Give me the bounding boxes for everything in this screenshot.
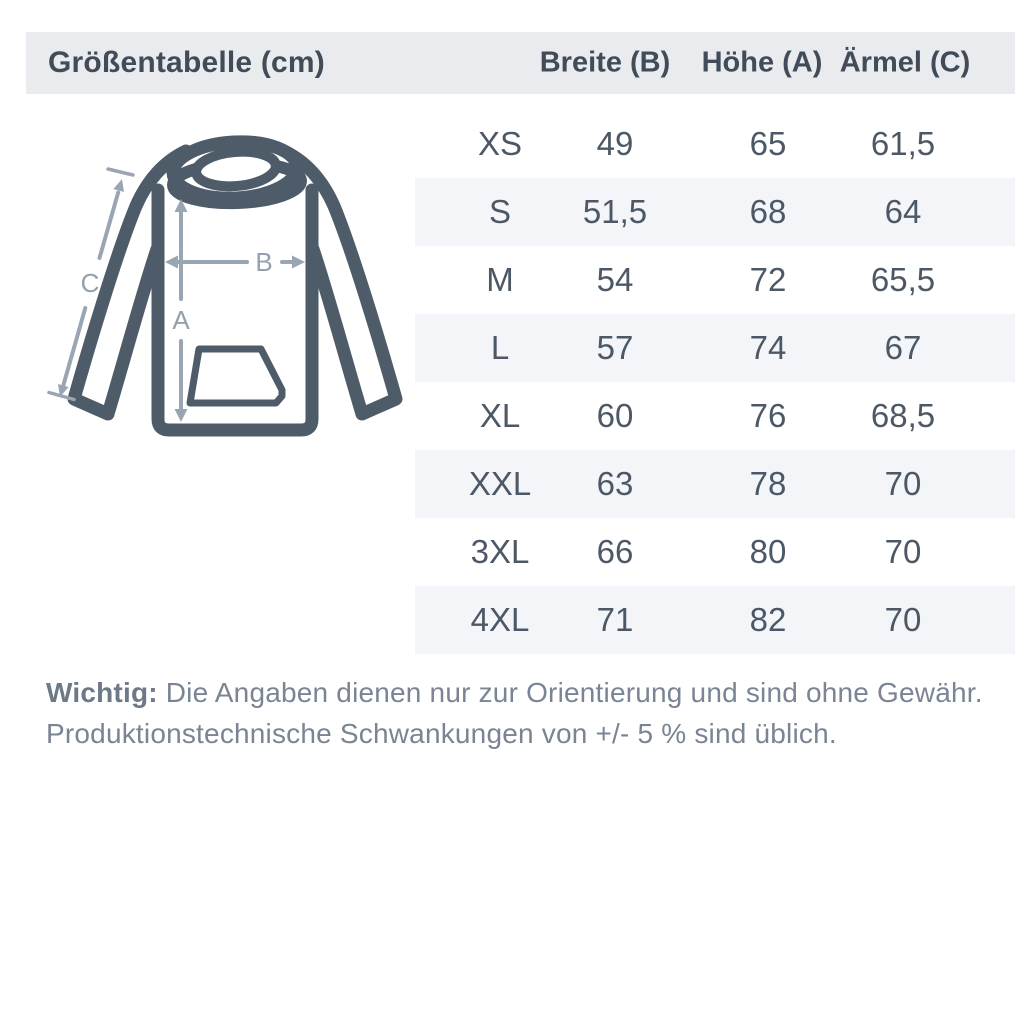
column-header-aermel: Ärmel (C) — [839, 46, 971, 79]
disclaimer-line1: Die Angaben dienen nur zur Orientierung und sind ohne Gewähr. — [157, 677, 983, 708]
hoehe-cell: 68 — [749, 193, 787, 230]
width-arrowhead-right — [292, 256, 305, 269]
height-arrowhead-bottom — [175, 409, 188, 422]
breite-cell: 57 — [596, 329, 634, 366]
table-row — [415, 314, 1015, 382]
hoehe-cell: 74 — [749, 329, 787, 366]
size-cell: XL — [479, 397, 521, 434]
disclaimer-lead: Wichtig: — [46, 677, 158, 708]
size-cell: L — [490, 329, 510, 366]
width-arrowhead-left — [165, 256, 178, 269]
table-row — [415, 178, 1015, 246]
hoehe-cell: 82 — [749, 601, 787, 638]
table-row — [415, 382, 1015, 450]
breite-cell: 66 — [596, 533, 634, 570]
breite-cell: 60 — [596, 397, 634, 434]
aermel-cell: 70 — [884, 533, 922, 570]
size-cell: 4XL — [470, 601, 530, 638]
aermel-cell: 68,5 — [870, 397, 936, 434]
size-cell: XXL — [468, 465, 532, 502]
table-row — [415, 518, 1015, 586]
disclaimer-line2: Produktionstechnische Schwankungen von +/- 5 % sind üblich. — [46, 718, 837, 749]
breite-cell: 63 — [596, 465, 634, 502]
page-title: Größentabelle (cm) — [48, 46, 325, 79]
breite-cell: 54 — [596, 261, 634, 298]
hoodie-measurement-diagram — [40, 130, 410, 450]
size-cell: M — [486, 261, 514, 298]
hoehe-cell: 72 — [749, 261, 787, 298]
aermel-cell: 70 — [884, 465, 922, 502]
column-header-breite: Breite (B) — [539, 46, 671, 79]
aermel-cell: 70 — [884, 601, 922, 638]
aermel-cell: 67 — [884, 329, 922, 366]
table-row — [415, 450, 1015, 518]
column-header-hoehe: Höhe (A) — [701, 46, 823, 79]
dim-label-a: A — [172, 305, 190, 335]
sleeve-arrowhead-top — [113, 179, 124, 192]
size-cell: S — [488, 193, 512, 230]
dim-label-c: C — [80, 268, 100, 298]
table-row — [415, 586, 1015, 654]
size-cell: XS — [477, 125, 523, 162]
breite-cell: 51,5 — [582, 193, 648, 230]
dim-label-b: B — [255, 247, 273, 277]
aermel-cell: 64 — [884, 193, 922, 230]
table-row — [415, 110, 1015, 178]
table-row — [415, 246, 1015, 314]
breite-cell: 71 — [596, 601, 634, 638]
size-cell: 3XL — [470, 533, 530, 570]
aermel-cell: 61,5 — [870, 125, 936, 162]
breite-cell: 49 — [596, 125, 634, 162]
aermel-cell: 65,5 — [870, 261, 936, 298]
table-header-bar — [26, 32, 1015, 94]
hoehe-cell: 78 — [749, 465, 787, 502]
hoehe-cell: 80 — [749, 533, 787, 570]
hood-inner-ring — [195, 149, 278, 190]
hoehe-cell: 76 — [749, 397, 787, 434]
disclaimer-note — [46, 672, 996, 754]
hoodie-pocket — [190, 349, 282, 403]
hoehe-cell: 65 — [749, 125, 787, 162]
